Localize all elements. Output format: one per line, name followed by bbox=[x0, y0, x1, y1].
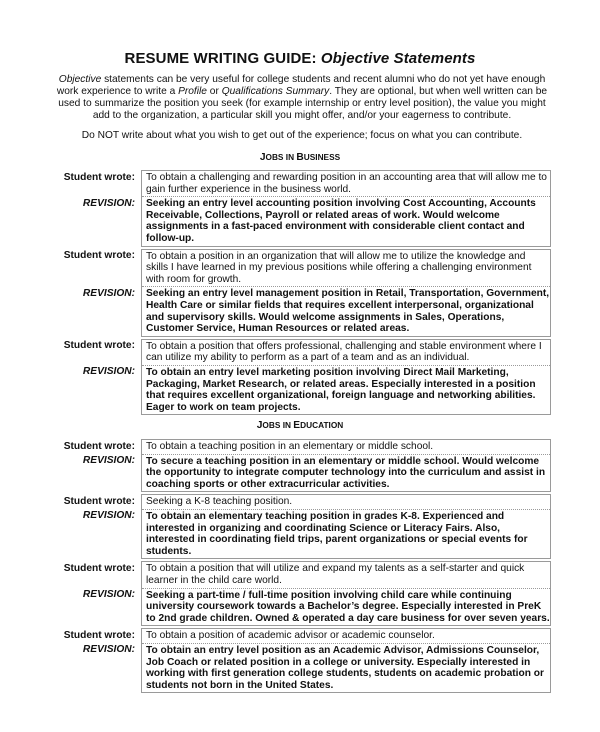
title-main: RESUME WRITING GUIDE: bbox=[124, 50, 317, 67]
revision-text: To obtain an entry level marketing position involving Direct Mail Marketing, Packaging, Market Research, or related areas. Especially interested in a position that requires excellent organizational, foreign language and networking abilities. Eager to work on team projects. bbox=[142, 365, 551, 414]
revision-text: To obtain an entry level position as an Academic Advisor, Admissions Counselor, Job Coach or related position in a college or university. Especially interested in working with first generation college students, students on academic probation or students not born in the United States. bbox=[142, 643, 551, 692]
student-text: To obtain a teaching position in an elementary or middle school. bbox=[142, 440, 551, 455]
revision-text: To obtain an elementary teaching position in grades K-8. Experienced and interested in organizing and coordinating Science or Literacy Fairs. Also, interested in coordinating field trips, parent organizations or special events for students. bbox=[142, 509, 551, 558]
table-row bbox=[55, 588, 551, 626]
table-row bbox=[55, 365, 551, 414]
student-label: Student wrote: bbox=[63, 562, 135, 574]
student-text: To obtain a position that will utilize and expand my talents as a self-starter and quick learner in the child care world. bbox=[142, 562, 551, 588]
intro-profile: Profile bbox=[178, 86, 207, 97]
business-examples-table bbox=[55, 170, 551, 415]
table-row bbox=[55, 249, 551, 287]
revision-label: REVISION: bbox=[82, 197, 135, 209]
table-row bbox=[55, 562, 551, 588]
student-text: To obtain a position that offers professional, challenging and stable environment where I can utilize my ability to perform as a part of a team and as an individual. bbox=[142, 339, 551, 365]
revision-label: REVISION: bbox=[82, 455, 135, 467]
table-row bbox=[55, 171, 551, 197]
table-row bbox=[55, 287, 551, 336]
student-text: To obtain a position in an organization that will allow me to utilize the knowledge and skills I have learned in my previous positions while offering a challenging environment with room for growth. bbox=[142, 249, 551, 287]
table-row bbox=[55, 440, 551, 455]
revision-label: REVISION: bbox=[82, 589, 135, 601]
intro-paragraph bbox=[52, 74, 552, 122]
revision-text: Seeking an entry level management position in Retail, Transportation, Government, Health Care or similar fields that requires excellent interpersonal, organizational and supervisory skills. Would welcome assignments in Sales, Operations, Customer Service, Human Resources or related areas. bbox=[142, 287, 551, 336]
student-label: Student wrote: bbox=[63, 495, 135, 507]
education-examples-table bbox=[55, 439, 551, 693]
table-row bbox=[55, 629, 551, 644]
section-heading-education: JOBS IN EDUCATION bbox=[256, 420, 344, 431]
intro-or: or bbox=[206, 86, 222, 97]
revision-text: To secure a teaching position in an elementary or middle school. Would welcome the opportunity to integrate computer technology into the curriculum and assist in coaching sports or other extracurricular activities. bbox=[142, 454, 551, 492]
student-label: Student wrote: bbox=[63, 440, 135, 452]
revision-label: REVISION: bbox=[82, 287, 135, 299]
table-row bbox=[55, 495, 551, 510]
revision-text: Seeking an entry level accounting position involving Cost Accounting, Accounts Receivable, Collections, Payroll or related areas of work. Would welcome assignments in a fast-paced environment with considerable client contact and follow-up. bbox=[142, 197, 551, 246]
student-label: Student wrote: bbox=[63, 250, 135, 262]
page-title bbox=[0, 50, 600, 67]
table-row bbox=[55, 454, 551, 492]
revision-label: REVISION: bbox=[82, 510, 135, 522]
student-text: To obtain a position of academic advisor or academic counselor. bbox=[142, 629, 551, 644]
intro-part2: . They are optional, but when well written can be used to summarize the position you seek (for example internship or entry level position), the value you might add to the organization, a particular skill you might offer, and/or your eagerness to contribute. bbox=[58, 86, 548, 121]
revision-label: REVISION: bbox=[82, 366, 135, 378]
student-label: Student wrote: bbox=[63, 171, 135, 183]
student-text: Seeking a K-8 teaching position. bbox=[142, 495, 551, 510]
intro-objective: Objective bbox=[58, 74, 102, 85]
table-row bbox=[55, 643, 551, 692]
note-paragraph: Do NOT write about what you wish to get out of the experience; focus on what you can contribute. bbox=[81, 130, 523, 141]
student-label: Student wrote: bbox=[63, 340, 135, 352]
intro-part1: statements can be very useful for college students and recent alumni who do not yet have enough work experience to write a bbox=[56, 74, 546, 97]
table-row bbox=[55, 509, 551, 558]
revision-label: REVISION: bbox=[82, 644, 135, 656]
student-label: Student wrote: bbox=[63, 629, 135, 641]
intro-qualifications: Qualifications Summary bbox=[221, 86, 330, 97]
table-row bbox=[55, 339, 551, 365]
table-row bbox=[55, 197, 551, 246]
revision-text: Seeking a part-time / full-time position involving child care while continuing university coursework towards a Bachelor’s degree. Especially interested in PreK to 2nd grade children. Owned & operated a day care business for over seven years. bbox=[142, 588, 551, 626]
section-heading-business: JOBS IN BUSINESS bbox=[259, 152, 341, 163]
title-sub: Objective Statements bbox=[320, 50, 476, 67]
student-text: To obtain a challenging and rewarding position in an accounting area that will allow me to gain further experience in the business world. bbox=[142, 171, 551, 197]
